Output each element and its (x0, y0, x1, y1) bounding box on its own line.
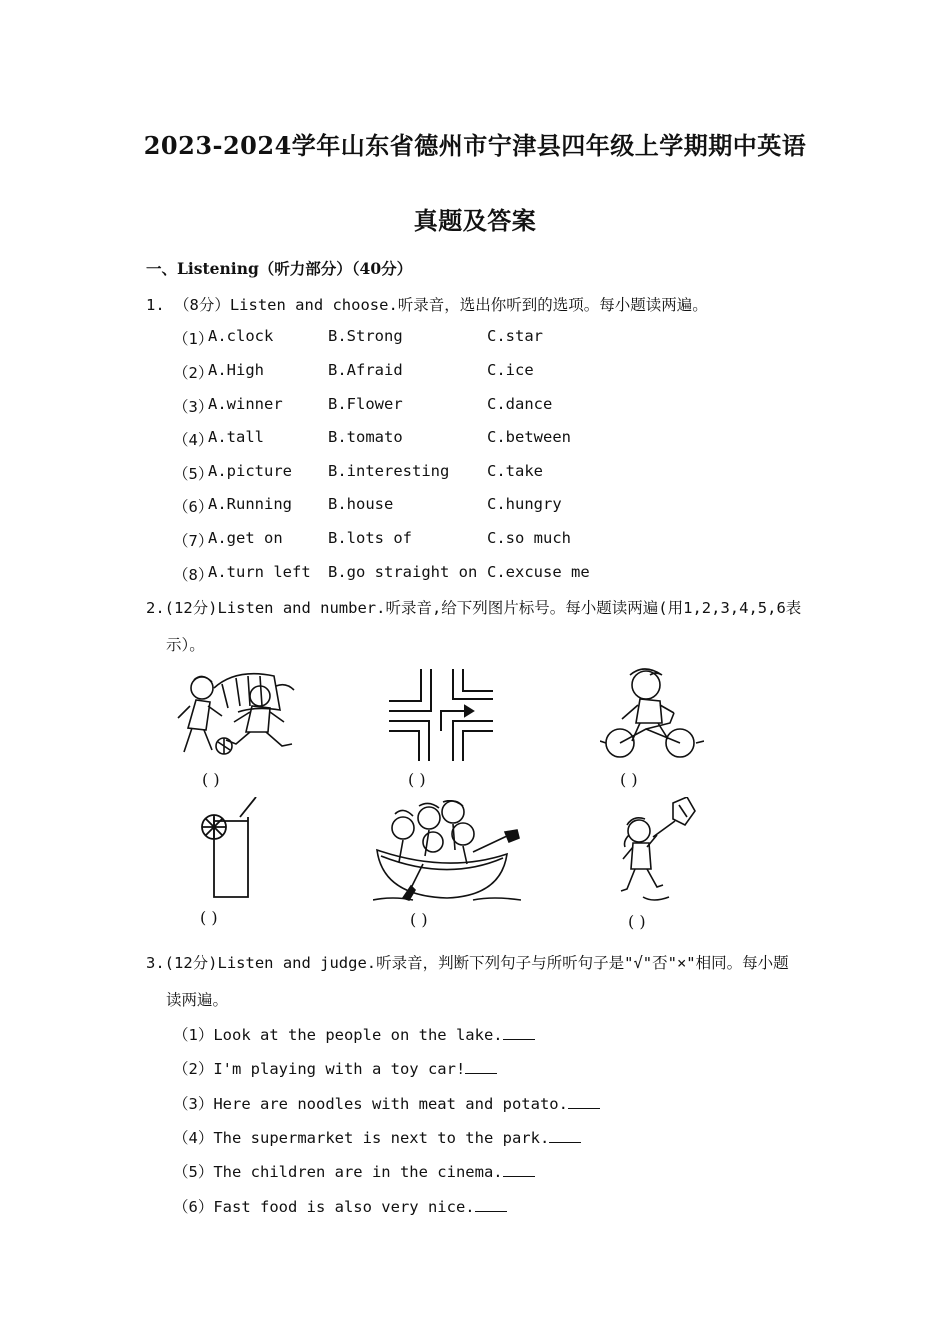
option-number: （4） (173, 431, 214, 449)
question-3-stem-cont: 读两遍。 (166, 991, 229, 1009)
girl-with-kite-picture (613, 797, 697, 907)
answer-paren: ( ) (200, 908, 218, 927)
option-b: B.interesting (328, 462, 450, 480)
option-a: A.High (208, 361, 264, 379)
option-c: C.hungry (487, 495, 562, 513)
judge-item (173, 1057, 497, 1079)
option-number: （3） (173, 398, 214, 416)
question-2-stem-cont: 示）。 (166, 636, 205, 654)
judge-item (173, 1126, 581, 1148)
option-number: （2） (173, 364, 214, 382)
option-a: A.Running (208, 495, 292, 513)
question-1-stem: 1. （8分）Listen and choose.听录音，选出你听到的选项。每小题读两遍。 (146, 296, 708, 314)
judge-sentence: （4）The supermarket is next to the park. (173, 1129, 550, 1147)
option-b: B.lots of (328, 529, 412, 547)
question-3-stem: 3.(12分)Listen and judge.听录音，判断下列句子与所听句子是"√"否"×"相同。每小题 (146, 954, 789, 972)
kids-playing-football-picture (176, 666, 298, 762)
glass-of-juice-picture (200, 797, 262, 901)
option-b: B.Strong (328, 327, 403, 345)
option-b: B.Afraid (328, 361, 403, 379)
option-c: C.so much (487, 529, 571, 547)
option-b: B.house (328, 495, 394, 513)
crossroads-picture (389, 669, 495, 761)
answer-blank[interactable] (503, 1162, 535, 1177)
judge-item (173, 1023, 535, 1045)
judge-sentence: （6）Fast food is also very nice. (173, 1198, 475, 1216)
judge-sentence: （3）Here are noodles with meat and potato. (173, 1095, 568, 1113)
option-c: C.take (487, 462, 543, 480)
answer-paren: ( ) (620, 770, 638, 789)
option-b: B.go straight on (328, 563, 478, 581)
answer-paren: ( ) (202, 770, 220, 789)
question-2-stem: 2.(12分)Listen and number.听录音,给下列图片标号。每小题读两遍(用1,2,3,4,5,6表 (146, 599, 802, 617)
option-b: B.tomato (328, 428, 403, 446)
answer-paren: ( ) (408, 770, 426, 789)
section-heading-listening: 一、Listening（听力部分）（40分） (146, 259, 413, 278)
option-number: （5） (173, 465, 214, 483)
option-number: （8） (173, 566, 214, 584)
option-c: C.excuse me (487, 563, 590, 581)
answer-blank[interactable] (465, 1059, 497, 1074)
judge-item (173, 1092, 600, 1114)
boy-riding-bike-picture (600, 663, 704, 763)
option-b: B.Flower (328, 395, 403, 413)
answer-blank[interactable] (568, 1094, 600, 1109)
judge-item (173, 1160, 535, 1182)
option-a: A.turn left (208, 563, 311, 581)
option-a: A.tall (208, 428, 264, 446)
document-title-line-2: 真题及答案 (413, 206, 537, 235)
answer-blank[interactable] (549, 1128, 581, 1143)
option-a: A.picture (208, 462, 292, 480)
answer-blank[interactable] (475, 1197, 507, 1212)
judge-sentence: （5）The children are in the cinema. (173, 1163, 503, 1181)
option-number: （6） (173, 498, 214, 516)
people-rowing-boat-picture (373, 800, 521, 904)
judge-item (173, 1195, 507, 1217)
option-c: C.ice (487, 361, 534, 379)
document-title-line-1: 2023-2024学年山东省德州市宁津县四年级上学期期中英语 (143, 131, 807, 160)
option-number: （1） (173, 330, 214, 348)
answer-paren: ( ) (628, 912, 646, 931)
option-c: C.star (487, 327, 543, 345)
option-number: （7） (173, 532, 214, 550)
option-a: A.winner (208, 395, 283, 413)
answer-blank[interactable] (503, 1025, 535, 1040)
judge-sentence: （2）I'm playing with a toy car! (173, 1060, 466, 1078)
option-c: C.between (487, 428, 571, 446)
option-a: A.get on (208, 529, 283, 547)
option-a: A.clock (208, 327, 274, 345)
judge-sentence: （1）Look at the people on the lake. (173, 1026, 503, 1044)
answer-paren: ( ) (410, 910, 428, 929)
option-c: C.dance (487, 395, 553, 413)
